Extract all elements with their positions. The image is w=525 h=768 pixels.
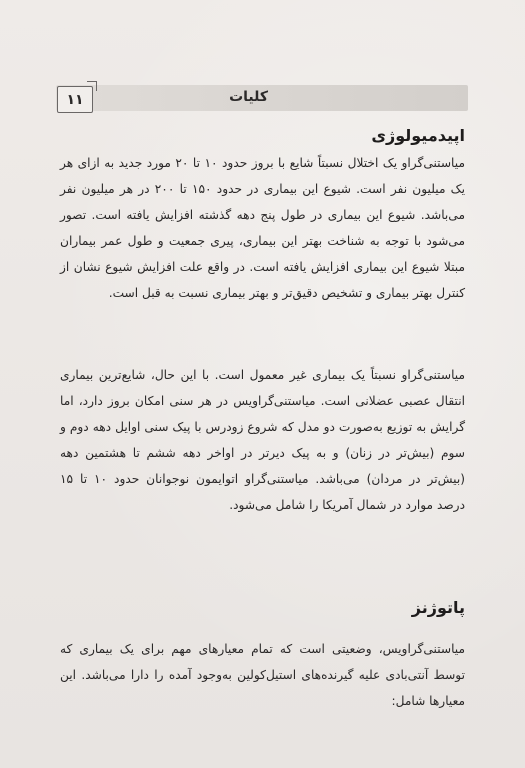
- paragraph-pathogenesis-1: میاستنی‌گراویس، وضعیتی است که تمام معیارهای مهم برای یک بیماری که توسط آنتی‌بادی علیه گیرنده‌های استیل‌کولین به‌وجود آمده را دارا می‌باشد. این معیارها شامل:: [60, 642, 465, 708]
- page-number: ۱۱: [66, 91, 84, 108]
- chapter-title: کلیات: [229, 89, 268, 105]
- section-heading-pathogenesis: پاتوژنز: [411, 598, 465, 617]
- paragraph-epidemiology-1: میاستنی‌گراو یک اختلال نسبتاً شایع با بروز حدود ۱۰ تا ۲۰ مورد جدید به ازای هر یک میلیون نفر است. شیوع این بیماری در حدود ۱۵۰ تا ۲۰۰ در هر میلیون نفر می‌باشد. شیوع این بیماری در طول پنج دهه گذشته افزایش یافته است. تصور می‌شود با توجه به شناخت بهتر این بیماری، پیری جمعیت و طول عمر بیماران مبتلا شیوع این بیماری افزایش یافته است. در واقع علت افزایش شیوع نشان از کنترل بهتر بیماری و تشخیص دقیق‌تر و بهتر بیماری نسبت به قبل است.: [60, 156, 465, 300]
- page-number-box: [57, 86, 93, 113]
- paragraph-epidemiology-2: میاستنی‌گراو نسبتاً یک بیماری غیر معمول است. با این حال، شایع‌ترین بیماری انتقال عصبی عضلانی است. میاستنی‌گراویس در هر سنی امکان بروز دارد، اما گرایش به توزیع به‌صورت دو مدل که شروع زودرس با پیک سنی اوایل دهه دوم و سوم (بیش‌تر در زنان) و به پیک دیرتر در اواخر دهه ششم تا هشتمین دهه (بیش‌تر در مردان) می‌باشد. میاستنی‌گراو اتوایمون نوجوانان حدود ۱۰ تا ۱۵ درصد موارد در شمال آمریکا را شامل می‌شود.: [60, 368, 465, 512]
- chapter-header-bar: [56, 85, 468, 111]
- section-heading-epidemiology: اپیدمیولوژی: [371, 126, 465, 145]
